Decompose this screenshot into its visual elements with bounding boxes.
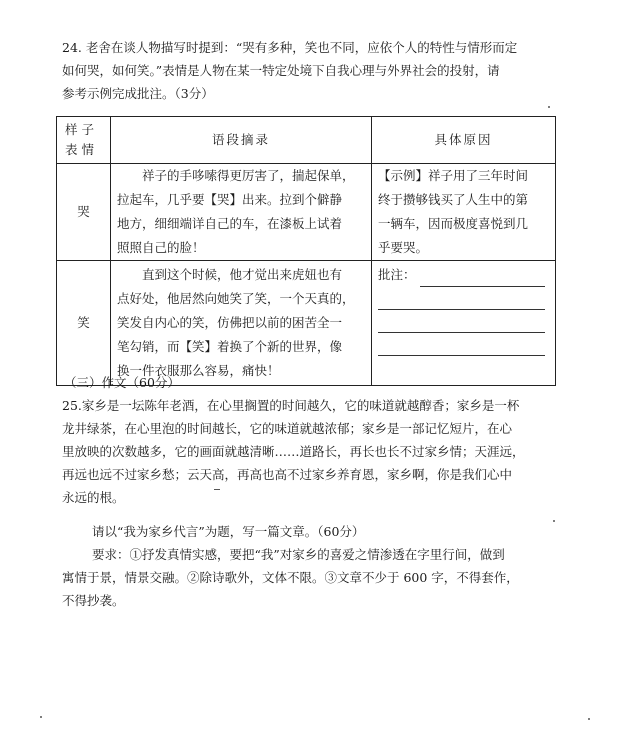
reason-laugh: [372, 261, 556, 386]
table-row-cry: [57, 164, 556, 261]
excerpt-line: 地方，细细端详自己的车，在漆板上试着: [117, 216, 343, 231]
scan-speck: [548, 106, 550, 108]
table-row-laugh: [57, 261, 556, 386]
scan-speck: [588, 718, 590, 720]
excerpt-line: 笑发自内心的笑，仿佛把以前的困苦全一: [117, 315, 343, 330]
table-header-row: [57, 117, 556, 164]
row-label-laugh: 笑: [57, 261, 111, 386]
excerpt-line: 直到这个时候，他才觉出来虎妞也有: [142, 267, 343, 282]
requirement-line: 要求：①抒发真情实感，要把“我”对家乡的喜爱之情渗透在字里行间，做到: [92, 547, 505, 562]
excerpt-laugh: [111, 261, 372, 386]
header-expression-line2: 表 情: [65, 142, 94, 157]
requirement-line: 寓情于景，情景交融。②除诗歌外，文体不限。③文章不少于 600 字，不得套作，: [62, 570, 519, 585]
question-25-line: 永远的根。: [62, 490, 125, 505]
header-expression: [57, 117, 111, 164]
essay-prompt: 请以“我为家乡代言”为题，写一篇文章。（60分）: [92, 524, 365, 539]
question-25: [62, 394, 525, 509]
reason-line: 终于攒够钱买了人生中的第: [378, 192, 529, 207]
excerpt-line: 笔勾销，而【笑】着换了个新的世界，像: [117, 339, 343, 354]
answer-blank[interactable]: [378, 310, 545, 333]
question-25-line: 里放映的次数越多，它的画面就越清晰……道路长，再长也长不过家乡情；天涯远，: [62, 444, 525, 459]
reason-line: 乎要哭。: [378, 240, 429, 255]
answer-blank[interactable]: [378, 287, 545, 310]
header-expression-line1: 样 子: [65, 122, 94, 137]
answer-blank[interactable]: [378, 333, 545, 356]
question-25-line: 再远也远不过家乡愁；云天高，再高也高不过家乡养育恩，家乡啊，你是我们心中: [62, 467, 513, 482]
question-24-line: 如何哭，如何笑。”表情是人物在某一特定处境下自我心理与外界社会的投射，请: [62, 63, 500, 78]
reason-cry: [372, 164, 556, 261]
row-label-cry: 哭: [57, 164, 111, 261]
excerpt-line: 拉起车，几乎要【哭】出来。拉到个僻静: [117, 192, 343, 207]
section-3-heading: （三）作文（60分）: [64, 375, 180, 390]
answer-blank[interactable]: [420, 268, 545, 287]
excerpt-line: 换一件衣服那么容易，痛快！: [117, 363, 280, 378]
question-24-line: 24. 老舍在谈人物描写时提到：“哭有多种，笑也不同，应依个人的特性与情形而定: [62, 40, 518, 55]
annotation-answer-first: [378, 263, 549, 287]
requirement-line: 不得抄袭。: [62, 593, 125, 608]
excerpt-line: 祥子的手哆嗦得更厉害了，揣起保单，: [142, 168, 355, 183]
annotation-table: [56, 116, 556, 386]
header-excerpt: 语段摘录: [111, 117, 372, 164]
reason-line: 【示例】祥子用了三年时间: [378, 168, 529, 183]
excerpt-line: 照照自己的脸！: [117, 240, 205, 255]
question-25-line: 龙井绿茶，在心里泡的时间越长，它的味道就越浓郁；家乡是一部记忆短片，在心: [62, 421, 513, 436]
excerpt-line: 点好处，他居然向她笑了笑，一个天真的，: [117, 291, 355, 306]
reason-line: 一辆车，因而极度喜悦到几: [378, 216, 529, 231]
question-25-line: 25.家乡是一坛陈年老酒，在心里搁置的时间越久，它的味道就越醇香；家乡是一杯: [62, 398, 520, 413]
scan-speck: [214, 489, 220, 490]
scan-speck: [40, 716, 42, 718]
essay-requirements: [62, 543, 519, 612]
excerpt-cry: [111, 164, 372, 261]
scan-speck: [553, 520, 555, 522]
question-24-line: 参考示例完成批注。（3分）: [62, 86, 214, 101]
question-24: [62, 36, 562, 105]
annotation-label: 批注：: [378, 267, 416, 282]
header-reason: 具体原因: [372, 117, 556, 164]
